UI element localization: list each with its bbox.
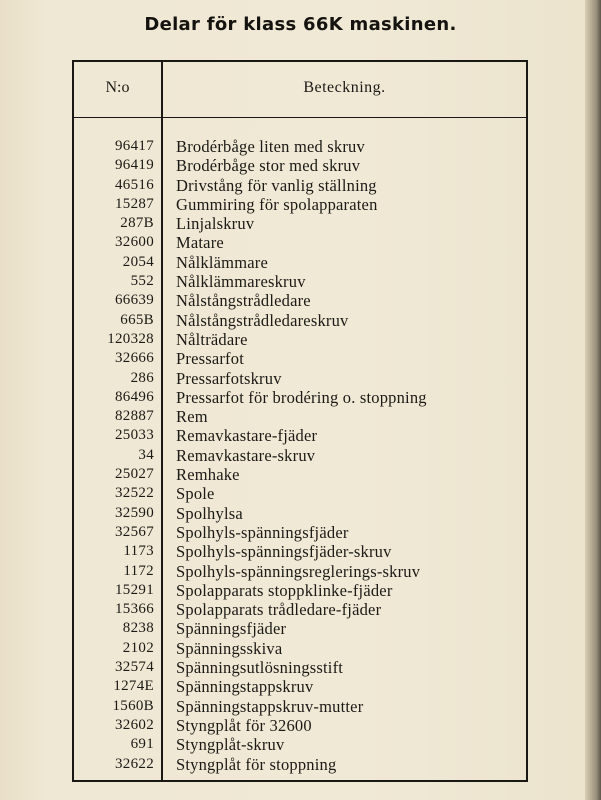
table-row xyxy=(74,446,526,465)
table-row xyxy=(74,137,526,156)
part-number: 15287 xyxy=(115,195,154,212)
table-row xyxy=(74,233,526,252)
part-description: Nålklämmareskruv xyxy=(176,272,306,292)
table-row xyxy=(74,677,526,696)
part-description: Spolhylsa xyxy=(176,503,243,523)
table-row xyxy=(74,697,526,716)
table-row xyxy=(74,504,526,523)
part-description: Remhake xyxy=(176,465,240,485)
column-header-description: Beteckning. xyxy=(303,79,386,96)
part-description: Spole xyxy=(176,484,215,504)
part-number: 552 xyxy=(130,273,154,290)
part-number: 1560B xyxy=(112,697,154,714)
part-number: 34 xyxy=(138,446,154,463)
part-number: 32574 xyxy=(115,659,154,676)
part-description: Nålstångstrådledareskruv xyxy=(176,310,349,330)
part-description: Drivstång för vanlig ställning xyxy=(176,175,377,195)
table-row xyxy=(74,619,526,638)
part-description: Nålstångstrådledare xyxy=(176,291,311,311)
table-row xyxy=(74,523,526,542)
part-description: Styngplåt-skruv xyxy=(176,735,285,755)
table-row xyxy=(74,369,526,388)
part-number: 1173 xyxy=(123,543,154,560)
table-row xyxy=(74,291,526,310)
table-row xyxy=(74,195,526,214)
part-number: 32590 xyxy=(115,504,154,521)
part-description: Pressarfot för brodéring o. stoppning xyxy=(176,387,427,407)
part-description: Spänningstappskruv-mutter xyxy=(176,696,364,716)
part-description: Pressarfotskruv xyxy=(176,368,282,388)
part-number: 32602 xyxy=(115,716,154,733)
part-number: 32622 xyxy=(115,755,154,772)
part-description: Remavkastare-skruv xyxy=(176,445,316,465)
page-title: Delar för klass 66K maskinen. xyxy=(144,14,457,35)
part-number: 32567 xyxy=(115,523,154,540)
part-description: Brodérbåge stor med skruv xyxy=(176,156,361,176)
part-description: Gummiring för spolapparaten xyxy=(176,194,378,214)
part-number: 8238 xyxy=(122,620,154,637)
table-row xyxy=(74,311,526,330)
table-row xyxy=(74,658,526,677)
part-description: Styngplåt för 32600 xyxy=(176,715,312,735)
part-number: 82887 xyxy=(115,408,154,425)
part-description: Nålträdare xyxy=(176,329,248,349)
table-row xyxy=(74,484,526,503)
part-number: 25033 xyxy=(115,427,154,444)
table-row xyxy=(74,253,526,272)
table-row xyxy=(74,542,526,561)
part-description: Spänningsfjäder xyxy=(176,619,287,639)
part-number: 32666 xyxy=(115,350,154,367)
part-description: Linjalskruv xyxy=(176,214,255,234)
part-number: 2102 xyxy=(122,639,154,656)
part-description: Spolapparats stoppklinke-fjäder xyxy=(176,580,393,600)
part-number: 66639 xyxy=(115,292,154,309)
table-row xyxy=(74,735,526,754)
part-description: Spolapparats trådledare-fjäder xyxy=(176,600,382,620)
table-row xyxy=(74,156,526,175)
part-description: Styngplåt för stoppning xyxy=(176,754,337,774)
part-number: 96417 xyxy=(115,138,154,154)
part-description: Remavkastare-fjäder xyxy=(176,426,318,446)
part-description: Brodérbåge liten med skruv xyxy=(176,137,365,156)
part-description: Spolhyls-spänningsfjäder xyxy=(176,522,349,542)
part-number: 32522 xyxy=(115,485,154,502)
table-row xyxy=(74,639,526,658)
table-row xyxy=(74,465,526,484)
table-row xyxy=(74,330,526,349)
table-row xyxy=(74,581,526,600)
part-description: Matare xyxy=(176,233,224,253)
part-description: Spänningsutlösningsstift xyxy=(176,658,344,678)
table-row xyxy=(74,755,526,774)
part-number: 15291 xyxy=(115,581,154,598)
book-spine-shadow xyxy=(585,0,601,800)
part-description: Spänningstappskruv xyxy=(176,677,314,697)
part-number: 120328 xyxy=(107,330,154,347)
part-description: Spolhyls-spänningsfjäder-skruv xyxy=(176,542,392,562)
part-number: 86496 xyxy=(115,388,154,405)
table-row xyxy=(74,562,526,581)
part-number: 287B xyxy=(120,215,154,232)
table-row xyxy=(74,214,526,233)
table-row xyxy=(74,600,526,619)
table-row xyxy=(74,426,526,445)
part-number: 15366 xyxy=(115,601,154,618)
part-description: Rem xyxy=(176,407,208,427)
part-number: 286 xyxy=(130,369,154,386)
part-number: 32600 xyxy=(115,234,154,251)
table-row xyxy=(74,176,526,195)
part-description: Spänningsskiva xyxy=(176,638,283,658)
table-row xyxy=(74,388,526,407)
part-number: 2054 xyxy=(122,253,154,270)
part-number: 1274E xyxy=(113,678,154,695)
part-description: Spolhyls-spänningsreglerings-skruv xyxy=(176,561,421,581)
part-description: Nålklämmare xyxy=(176,252,268,272)
table-row xyxy=(74,716,526,735)
part-number: 665B xyxy=(120,311,154,328)
header-divider xyxy=(74,117,526,118)
part-number: 46516 xyxy=(115,176,154,193)
table-row xyxy=(74,349,526,368)
part-number: 691 xyxy=(130,736,154,753)
part-number: 25027 xyxy=(115,466,154,483)
table-row xyxy=(74,272,526,291)
part-description: Pressarfot xyxy=(176,349,244,369)
part-number: 1172 xyxy=(123,562,154,579)
column-header-number: N:o xyxy=(105,79,130,96)
table-body xyxy=(74,137,526,774)
part-number: 96419 xyxy=(115,157,154,174)
table-row xyxy=(74,407,526,426)
